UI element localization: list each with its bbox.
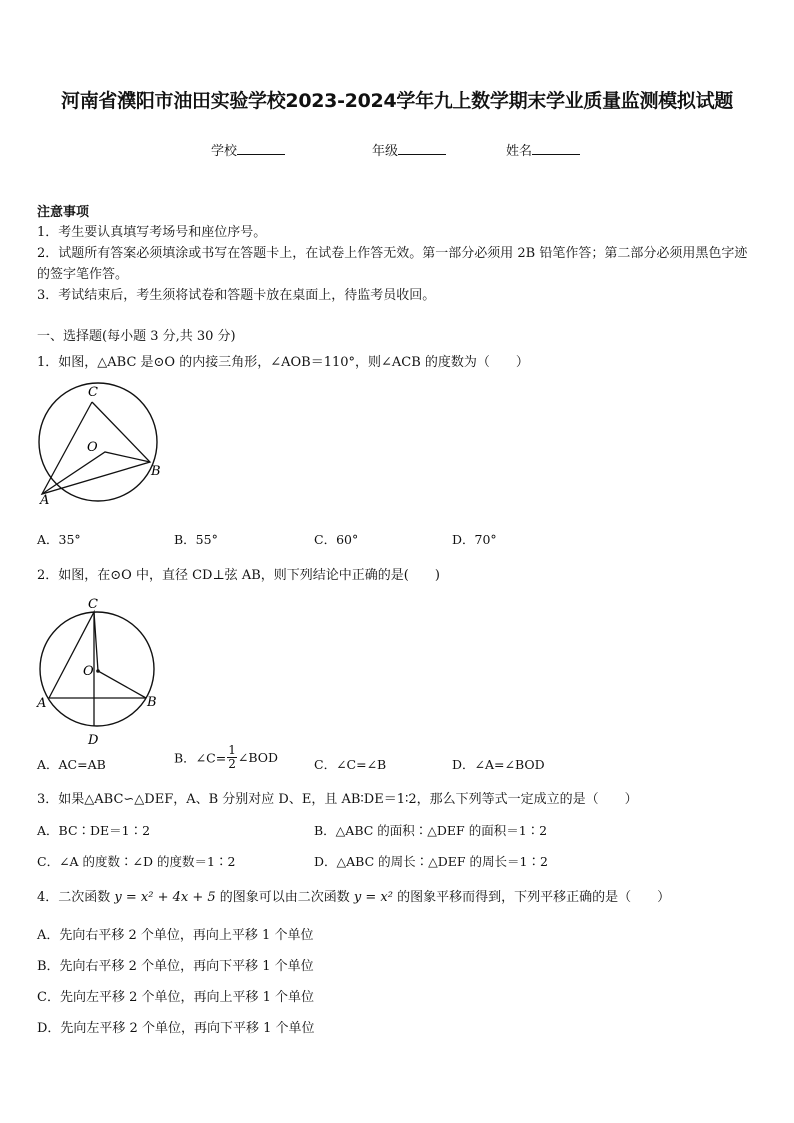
q1-circle	[39, 383, 157, 501]
q2-option-b-suffix: ∠BOD	[237, 750, 279, 765]
section-heading: 一、选择题(每小题 3 分,共 30 分)	[37, 329, 236, 344]
q2-label-d: D	[88, 733, 99, 748]
q1-option-b[interactable]: B．55°	[174, 532, 218, 547]
school-label: 学校	[211, 144, 238, 159]
q2-label-b: B	[147, 695, 157, 710]
q4-option-c[interactable]: C．先向左平移 2 个单位，再向上平移 1 个单位	[37, 990, 315, 1005]
q3-option-a[interactable]: A．BC∶DE＝1∶2	[37, 823, 151, 838]
q4-option-a[interactable]: A．先向右平移 2 个单位，再向上平移 1 个单位	[37, 928, 314, 943]
school-blank[interactable]	[237, 142, 285, 155]
q1-option-d[interactable]: D．70°	[452, 532, 497, 547]
grade-blank[interactable]	[398, 142, 446, 155]
school-field[interactable]	[211, 140, 285, 159]
name-label: 姓名	[506, 144, 533, 159]
q1-diagram	[30, 378, 170, 510]
q2-label-o: O	[83, 664, 94, 679]
q4-stem-middle: 的图象可以由二次函数	[215, 890, 354, 905]
q1-label-c: C	[88, 385, 98, 400]
q1-stem: 1．如图，△ABC 是⊙O 的内接三角形，∠AOB＝110°，则∠ACB 的度数为（ ）	[37, 355, 529, 370]
q1-radii	[42, 452, 150, 494]
q1-label-o: O	[87, 440, 98, 455]
q2-option-b-fraction	[227, 744, 237, 771]
q4-function-1: y = x² + 4x + 5	[114, 890, 216, 905]
grade-field[interactable]	[372, 140, 446, 159]
q4-stem-prefix: 4．二次函数	[37, 890, 115, 905]
notice-item: 1．考生要认真填写考场号和座位序号。	[37, 225, 267, 240]
notice-heading: 注意事项	[37, 205, 90, 220]
page-title: 河南省濮阳市油田实验学校2023-2024学年九上数学期末学业质量监测模拟试题	[61, 90, 733, 112]
q2-segments	[49, 612, 146, 698]
q2-option-d[interactable]: D．∠A=∠BOD	[452, 757, 545, 772]
q2-stem: 2．如图，在⊙O 中，直径 CD⊥弦 AB，则下列结论中正确的是( )	[37, 568, 440, 583]
grade-label: 年级	[372, 144, 399, 159]
q2-circle	[40, 612, 154, 726]
name-blank[interactable]	[532, 142, 580, 155]
q2-option-a[interactable]: A．AC=AB	[37, 757, 106, 772]
q1-option-c[interactable]: C．60°	[314, 532, 359, 547]
notice-item: 2．试题所有答案必须填涂或书写在答题卡上，在试卷上作答无效。第一部分必须用 2B 铅笔作答；第二部分必须用黑色字迹的签字笔作答。	[37, 246, 748, 282]
q1-option-a[interactable]: A．35°	[37, 532, 81, 547]
q3-option-d[interactable]: D．△ABC 的周长∶△DEF 的周长＝1∶2	[314, 854, 548, 869]
q4-option-d[interactable]: D．先向左平移 2 个单位，再向下平移 1 个单位	[37, 1021, 315, 1036]
q2-option-c[interactable]: C．∠C=∠B	[314, 757, 387, 772]
q2-center-dot	[96, 669, 100, 673]
q2-label-c: C	[88, 597, 98, 612]
q3-option-c[interactable]: C．∠A 的度数∶∠D 的度数＝1∶2	[37, 854, 236, 869]
q3-stem: 3．如果△ABC∽△DEF，A、B 分别对应 D、E，且 AB∶DE＝1∶2，那么下列等式一定成立的是（ ）	[37, 792, 638, 807]
fraction-numerator: 1	[228, 743, 236, 757]
notice-item: 3．考试结束后，考生须将试卷和答题卡放在桌面上，待监考员收回。	[37, 288, 436, 303]
q1-label-a: A	[40, 493, 50, 508]
q4-option-b[interactable]: B．先向右平移 2 个单位，再向下平移 1 个单位	[37, 959, 314, 974]
q3-option-b[interactable]: B．△ABC 的面积∶△DEF 的面积＝1∶2	[314, 823, 548, 838]
name-field[interactable]	[506, 140, 580, 159]
q2-option-b-prefix: B．∠C=	[174, 750, 227, 766]
q1-label-b: B	[151, 464, 161, 479]
q4-function-2: y = x²	[353, 890, 393, 905]
q2-label-a: A	[37, 696, 47, 711]
q4-stem	[37, 888, 670, 908]
q4-stem-suffix: 的图象平移而得到，下列平移正确的是（ ）	[392, 890, 671, 905]
q2-diagram	[32, 594, 162, 750]
q2-option-b[interactable]	[174, 744, 278, 771]
fraction-denominator: 2	[228, 757, 236, 771]
